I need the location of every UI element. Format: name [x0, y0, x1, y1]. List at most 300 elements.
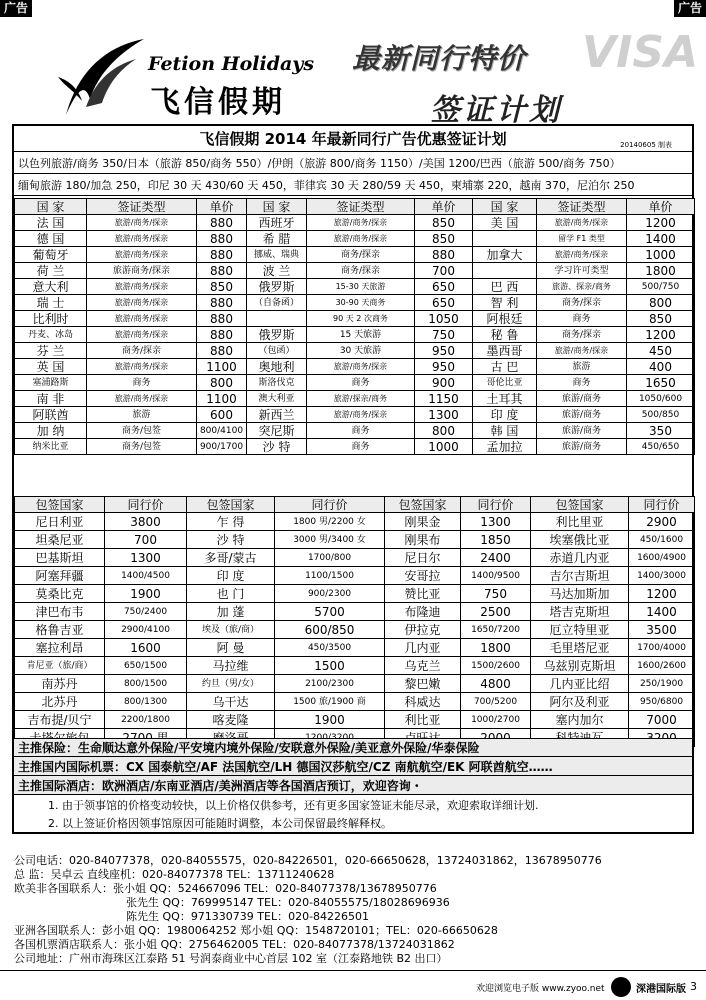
page-number: 3: [690, 980, 697, 993]
col3-cell: 留学 F1 类型: [537, 231, 627, 247]
col3-cell: 旅游/商务: [537, 423, 627, 439]
package-header-cell: 同行价: [105, 497, 187, 513]
col2-cell: 挪威、瑞典: [247, 247, 307, 263]
col1-cell: 880: [197, 231, 247, 247]
col1-cell: 阿联酋: [15, 407, 87, 423]
col3-cell: 学习许可类型: [537, 263, 627, 279]
col1-cell: 旅游/商务/探亲: [87, 391, 197, 407]
col3-cell: [473, 263, 537, 279]
col2-cell: 俄罗斯: [247, 327, 307, 343]
package-cell: 塞内加尔: [531, 711, 629, 729]
package-cell: 阿 曼: [187, 639, 275, 657]
package-cell: 利比里亚: [531, 513, 629, 531]
col2-cell: 850: [415, 231, 473, 247]
table-row: [15, 639, 695, 657]
col3-cell: 850: [627, 311, 695, 327]
visa-watermark: VISA: [582, 27, 699, 78]
col3-cell: 古 巴: [473, 359, 537, 375]
package-cell: 坦桑尼亚: [15, 531, 105, 549]
brand-english: Fetion Holidays: [148, 53, 315, 75]
footer: [0, 970, 706, 1000]
table-row: [15, 675, 695, 693]
package-cell: 2500: [461, 603, 531, 621]
swallow-logo-icon: [56, 37, 146, 119]
package-cell: 900/2300: [275, 585, 385, 603]
col2-cell: 突尼斯: [247, 423, 307, 439]
col1-cell: 旅游/商务/探亲: [87, 359, 197, 375]
col2-cell: 商务/探亲: [307, 247, 415, 263]
package-cell: 4800: [461, 675, 531, 693]
package-cell: 吉尔吉斯坦: [531, 567, 629, 585]
col1-cell: 旅游/商务/探亲: [87, 215, 197, 231]
package-header-cell: 包签国家: [187, 497, 275, 513]
col2-cell: 15-30 天旅游: [307, 279, 415, 295]
col3-cell: 1050/600: [627, 391, 695, 407]
col3-cell: 加拿大: [473, 247, 537, 263]
col3-cell: 350: [627, 423, 695, 439]
package-cell: 2200/1800: [105, 711, 187, 729]
col3-cell: 旅游: [537, 359, 627, 375]
package-cell: 2900: [629, 513, 695, 531]
col2-cell: （包函）: [247, 343, 307, 359]
col3-cell: 商务: [537, 375, 627, 391]
col2-cell: 700: [415, 263, 473, 279]
package-cell: 2400: [461, 549, 531, 567]
package-cell: 1700/800: [275, 549, 385, 567]
package-header-cell: 同行价: [629, 497, 695, 513]
visa-header-cell: 单价: [415, 199, 473, 215]
table-row: [15, 263, 695, 279]
col1-cell: 塞浦路斯: [15, 375, 87, 391]
visa-header-cell: 签证类型: [307, 199, 415, 215]
package-cell: 埃及（旅/商）: [187, 621, 275, 639]
table-row: [15, 391, 695, 407]
package-cell: 埃塞俄比亚: [531, 531, 629, 549]
package-cell: 伊拉克: [385, 621, 461, 639]
col1-cell: 880: [197, 215, 247, 231]
package-cell: 南苏丹: [15, 675, 105, 693]
col1-cell: 880: [197, 295, 247, 311]
table-row: [15, 359, 695, 375]
package-cell: 毛里塔尼亚: [531, 639, 629, 657]
package-cell: 几内亚比绍: [531, 675, 629, 693]
headline-2: 签证计划: [430, 93, 562, 128]
package-cell: 800/1300: [105, 693, 187, 711]
col2-cell: 90 天 2 次商务: [307, 311, 415, 327]
package-cell: 2900/4100: [105, 621, 187, 639]
visa-table: [14, 198, 695, 455]
package-cell: 赞比亚: [385, 585, 461, 603]
package-cell: 3800: [105, 513, 187, 531]
col2-cell: 750: [415, 327, 473, 343]
package-cell: 津巴布韦: [15, 603, 105, 621]
col1-cell: 商务/包签: [87, 439, 197, 455]
col2-cell: 850: [415, 215, 473, 231]
package-cell: 800/1500: [105, 675, 187, 693]
package-cell: 1900: [105, 585, 187, 603]
col1-cell: 旅游/商务/探亲: [87, 247, 197, 263]
package-cell: 600/850: [275, 621, 385, 639]
table-row: [15, 549, 695, 567]
package-cell: 沙 特: [187, 531, 275, 549]
package-cell: 刚果布: [385, 531, 461, 549]
table-row: [15, 327, 695, 343]
package-table: [14, 496, 695, 747]
table-row: [15, 343, 695, 359]
col1-cell: 英 国: [15, 359, 87, 375]
table-row: [15, 603, 695, 621]
table-row: [15, 407, 695, 423]
visa-header-cell: 国 家: [15, 199, 87, 215]
col1-cell: 旅游/商务/探亲: [87, 327, 197, 343]
package-cell: 布隆迪: [385, 603, 461, 621]
col1-cell: 商务/包签: [87, 423, 197, 439]
col3-cell: 1200: [627, 327, 695, 343]
col3-cell: 印 度: [473, 407, 537, 423]
footer-edition: 深港国际版: [636, 984, 686, 995]
table-row: [15, 657, 695, 675]
col1-cell: 南 非: [15, 391, 87, 407]
package-cell: 1000/2700: [461, 711, 531, 729]
package-header-cell: 同行价: [275, 497, 385, 513]
col2-cell: 商务: [307, 423, 415, 439]
col3-cell: [473, 231, 537, 247]
package-cell: 乌干达: [187, 693, 275, 711]
col2-cell: 900: [415, 375, 473, 391]
package-cell: 尼日利亚: [15, 513, 105, 531]
price-board: [12, 124, 694, 834]
package-cell: 阿尔及利亚: [531, 693, 629, 711]
package-cell: 肯尼亚（旅/商）: [15, 657, 105, 675]
package-cell: 5700: [275, 603, 385, 621]
package-cell: 厄立特里亚: [531, 621, 629, 639]
col3-cell: 美 国: [473, 215, 537, 231]
package-cell: 加 蓬: [187, 603, 275, 621]
col1-cell: 意大利: [15, 279, 87, 295]
date-note: 20140605 制表: [620, 141, 672, 149]
col3-cell: 500/750: [627, 279, 695, 295]
company-phone: 公司电话：020-84077378，020-84055575，020-84226501，020-66650628，13724031862，13678950776: [14, 854, 602, 867]
col1-cell: 旅游/商务/探亲: [87, 295, 197, 311]
col2-cell: 15 天旅游: [307, 327, 415, 343]
table-row: [15, 423, 695, 439]
package-cell: 马达加斯加: [531, 585, 629, 603]
visa-header-cell: 国 家: [473, 199, 537, 215]
package-cell: 2100/2300: [275, 675, 385, 693]
table-row: [15, 711, 695, 729]
package-header-cell: 包签国家: [531, 497, 629, 513]
col1-cell: 荷 兰: [15, 263, 87, 279]
table-row: [15, 311, 695, 327]
note-2: 2. 以上签证价格因领事馆原因可能随时调整，本公司保留最终解释权。: [48, 817, 392, 830]
package-cell: 安哥拉: [385, 567, 461, 585]
col2-cell: 奥地利: [247, 359, 307, 375]
package-cell: 塞拉利昂: [15, 639, 105, 657]
ad-label-right: 广告: [674, 0, 706, 17]
visa-header-cell: 签证类型: [537, 199, 627, 215]
package-cell: 250/1900: [629, 675, 695, 693]
col2-cell: 旅游/商务/探亲: [307, 359, 415, 375]
package-cell: 650/1500: [105, 657, 187, 675]
package-cell: 1500: [275, 657, 385, 675]
package-cell: 1400/9500: [461, 567, 531, 585]
package-cell: 1800 男/2200 女: [275, 513, 385, 531]
package-cell: 尼日尔: [385, 549, 461, 567]
col3-cell: 韩 国: [473, 423, 537, 439]
headline-1: 最新同行特价: [352, 42, 527, 75]
col3-cell: 旅游/商务: [537, 391, 627, 407]
col3-cell: 旅游/商务: [537, 407, 627, 423]
table-row: [15, 295, 695, 311]
table-row: [15, 375, 695, 391]
package-cell: 1300: [461, 513, 531, 531]
col2-cell: 30-90 天商务: [307, 295, 415, 311]
package-cell: 乍 得: [187, 513, 275, 531]
col2-cell: 950: [415, 343, 473, 359]
col1-cell: 纳米比亚: [15, 439, 87, 455]
col2-cell: 商务/探亲: [307, 263, 415, 279]
package-cell: 950/6800: [629, 693, 695, 711]
col3-cell: 秘 鲁: [473, 327, 537, 343]
col1-cell: 葡萄牙: [15, 247, 87, 263]
col2-cell: 旅游/商务/探亲: [307, 215, 415, 231]
visa-header-cell: 国 家: [247, 199, 307, 215]
col3-cell: 旅游/商务/探亲: [537, 215, 627, 231]
col2-cell: 新西兰: [247, 407, 307, 423]
col1-cell: 旅游: [87, 407, 197, 423]
package-cell: 3500: [629, 621, 695, 639]
col2-cell: 950: [415, 359, 473, 375]
col2-cell: 800: [415, 423, 473, 439]
col1-cell: 880: [197, 263, 247, 279]
col2-cell: 西班牙: [247, 215, 307, 231]
col1-cell: 880: [197, 343, 247, 359]
euro-contact-3: 陈先生 QQ：971330739 TEL：020-84226501: [126, 910, 370, 923]
col2-cell: 旅游/商务/探亲: [307, 407, 415, 423]
visa-header-cell: 签证类型: [87, 199, 197, 215]
col3-cell: 商务/探亲: [537, 295, 627, 311]
col3-cell: 450: [627, 343, 695, 359]
col1-cell: 旅游/商务/探亲: [87, 231, 197, 247]
footer-site: 欢迎浏览电子版 www.zyoo.net: [476, 984, 605, 994]
col1-cell: 法 国: [15, 215, 87, 231]
col1-cell: 旅游/商务/探亲: [87, 311, 197, 327]
col3-cell: 哥伦比亚: [473, 375, 537, 391]
ad-label-left: 广告: [0, 0, 32, 17]
col1-cell: 商务/探亲: [87, 343, 197, 359]
col2-cell: 旅游/探亲/商务: [307, 391, 415, 407]
col3-cell: 智 利: [473, 295, 537, 311]
package-cell: 巴基斯坦: [15, 549, 105, 567]
package-cell: 1200: [629, 585, 695, 603]
col2-cell: 1300: [415, 407, 473, 423]
visa-header-cell: 单价: [627, 199, 695, 215]
package-cell: 约旦（男/女）: [187, 675, 275, 693]
package-cell: 塔吉克斯坦: [531, 603, 629, 621]
col1-cell: 800/4100: [197, 423, 247, 439]
col2-cell: 30 天旅游: [307, 343, 415, 359]
package-cell: 450/1600: [629, 531, 695, 549]
col3-cell: 商务: [537, 311, 627, 327]
package-cell: 1600/2600: [629, 657, 695, 675]
col2-cell: 旅游/商务/探亲: [307, 231, 415, 247]
package-cell: 750/2400: [105, 603, 187, 621]
table-row: [15, 513, 695, 531]
package-header-cell: 包签国家: [15, 497, 105, 513]
col2-cell: 1150: [415, 391, 473, 407]
table-row: [15, 585, 695, 603]
col1-cell: 880: [197, 327, 247, 343]
package-cell: 乌克兰: [385, 657, 461, 675]
table-row: [15, 439, 695, 455]
col3-cell: 旅游、探亲/商务: [537, 279, 627, 295]
col1-cell: 900/1700: [197, 439, 247, 455]
package-cell: 1800: [461, 639, 531, 657]
col3-cell: 1800: [627, 263, 695, 279]
package-cell: 刚果金: [385, 513, 461, 531]
brand-chinese: 飞信假期: [150, 85, 286, 120]
package-cell: 1400/3000: [629, 567, 695, 585]
col2-cell: 俄罗斯: [247, 279, 307, 295]
col1-cell: 旅游商务/探亲: [87, 263, 197, 279]
col3-cell: 1000: [627, 247, 695, 263]
package-cell: 1100/1500: [275, 567, 385, 585]
package-cell: 莫桑比克: [15, 585, 105, 603]
director-contact: 总 监：吴卓云 直线座机：020-84077378 TEL：13711240628: [14, 868, 335, 881]
col2-cell: 650: [415, 279, 473, 295]
col1-cell: 600: [197, 407, 247, 423]
package-cell: 也 门: [187, 585, 275, 603]
col1-cell: 丹麦、冰岛: [15, 327, 87, 343]
euro-contact-1: 欧美非各国联系人：张小姐 QQ：524667096 TEL：020-84077378/13678950776: [14, 882, 437, 895]
package-header-cell: 包签国家: [385, 497, 461, 513]
package-cell: 科威达: [385, 693, 461, 711]
package-cell: 7000: [629, 711, 695, 729]
col1-cell: 880: [197, 311, 247, 327]
package-cell: 赤道几内亚: [531, 549, 629, 567]
table-row: [15, 231, 695, 247]
table-row: [15, 279, 695, 295]
col3-cell: 400: [627, 359, 695, 375]
package-cell: 1850: [461, 531, 531, 549]
package-cell: 1650/7200: [461, 621, 531, 639]
col3-cell: 450/650: [627, 439, 695, 455]
package-cell: 1400/4500: [105, 567, 187, 585]
company-address: 公司地址：广州市海珠区江泰路 51 号润泰商业中心首层 102 室（江泰路地铁 B2 出口）: [14, 952, 448, 965]
package-cell: 利比亚: [385, 711, 461, 729]
promo-flights: 主推国内国际机票：CX 国泰航空/AF 法国航空/LH 德国汉莎航空/CZ 南航航空/EK 阿联酋航空……: [14, 757, 692, 776]
package-cell: 3000 男/3400 女: [275, 531, 385, 549]
package-header-row: [15, 497, 695, 513]
ticket-hotel-contact: 各国机票酒店联系人：张小姐 QQ：2756462005 TEL：020-84077378/13724031862: [14, 938, 455, 951]
col3-cell: 商务/探亲: [537, 327, 627, 343]
package-cell: 印 度: [187, 567, 275, 585]
package-cell: 450/3500: [275, 639, 385, 657]
col3-cell: 土耳其: [473, 391, 537, 407]
col3-cell: 阿根廷: [473, 311, 537, 327]
col2-cell: 希 腊: [247, 231, 307, 247]
package-header-cell: 同行价: [461, 497, 531, 513]
package-cell: 黎巴嫩: [385, 675, 461, 693]
col1-cell: 德 国: [15, 231, 87, 247]
col3-cell: 孟加拉: [473, 439, 537, 455]
package-cell: 1700/4000: [629, 639, 695, 657]
col3-cell: 旅游/商务: [537, 439, 627, 455]
col2-cell: 波 兰: [247, 263, 307, 279]
summary-line-a: 以色列旅游/商务 350/日本（旅游 850/商务 550）/伊朗（旅游 800/商务 1150）/美国 1200/巴西（旅游 500/商务 750）: [14, 152, 692, 174]
board-title: [14, 126, 692, 152]
col2-cell: 商务: [307, 439, 415, 455]
package-cell: 喀麦隆: [187, 711, 275, 729]
col3-cell: 墨西哥: [473, 343, 537, 359]
package-cell: 700: [105, 531, 187, 549]
package-cell: 多哥/蒙古: [187, 549, 275, 567]
package-cell: 1500 旅/1900 商: [275, 693, 385, 711]
col3-cell: 旅游/商务/探亲: [537, 247, 627, 263]
package-cell: 1400: [629, 603, 695, 621]
visa-header-cell: 单价: [197, 199, 247, 215]
col1-cell: 800: [197, 375, 247, 391]
visa-header-row: [15, 199, 695, 215]
col3-cell: 800: [627, 295, 695, 311]
footer-logo-icon: [611, 977, 631, 997]
col1-cell: 瑞 士: [15, 295, 87, 311]
col2-cell: 1050: [415, 311, 473, 327]
package-cell: 几内亚: [385, 639, 461, 657]
asia-contact: 亚洲各国联系人：彭小姐 QQ：1980064252 郑小姐 QQ：1548720101；TEL：020-66650628: [14, 924, 498, 937]
col1-cell: 芬 兰: [15, 343, 87, 359]
col1-cell: 加 纳: [15, 423, 87, 439]
col1-cell: 880: [197, 247, 247, 263]
summary-line-b: 缅甸旅游 180/加急 250，印尼 30 天 430/60 天 450，菲律宾 30 天 280/59 天 450，柬埔寨 220，越南 370，尼泊尔 250: [14, 174, 692, 196]
table-row: [15, 247, 695, 263]
package-cell: 乌兹别克斯坦: [531, 657, 629, 675]
package-cell: 阿塞拜疆: [15, 567, 105, 585]
col2-cell: 斯洛伐克: [247, 375, 307, 391]
col3-cell: 1650: [627, 375, 695, 391]
col3-cell: 1400: [627, 231, 695, 247]
col2-cell: [247, 311, 307, 327]
package-cell: 1900: [275, 711, 385, 729]
table-row: [15, 567, 695, 585]
col1-cell: 旅游/商务/探亲: [87, 279, 197, 295]
package-cell: 750: [461, 585, 531, 603]
col3-cell: 巴 西: [473, 279, 537, 295]
package-cell: 格鲁吉亚: [15, 621, 105, 639]
package-cell: 1300: [105, 549, 187, 567]
col2-cell: 沙 特: [247, 439, 307, 455]
promo-hotels: 主推国际酒店：欧洲酒店/东南亚酒店/美洲酒店等各国酒店预订，欢迎咨询・: [14, 776, 692, 795]
euro-contact-2: 张先生 QQ：769995147 TEL：020-84055575/18028696936: [126, 896, 450, 909]
col3-cell: 1200: [627, 215, 695, 231]
package-cell: 1500/2600: [461, 657, 531, 675]
col2-cell: 880: [415, 247, 473, 263]
col1-cell: 850: [197, 279, 247, 295]
table-row: [15, 531, 695, 549]
table-row: [15, 693, 695, 711]
header: [0, 15, 706, 128]
col2-cell: 650: [415, 295, 473, 311]
col2-cell: 澳大利亚: [247, 391, 307, 407]
table-row: [15, 215, 695, 231]
contact-info: [14, 854, 704, 966]
note-1: 1. 由于领事馆的价格变动较快，以上价格仅供参考，还有更多国家签证未能尽录，欢迎索取详细计划.: [48, 799, 539, 812]
package-cell: 1600: [105, 639, 187, 657]
package-cell: 吉布提/贝宁: [15, 711, 105, 729]
promo-insurance: 主推保险：生命顺达意外保险/平安境内境外保险/安联意外保险/美亚意外保险/华泰保险: [14, 738, 692, 757]
col1-cell: 1100: [197, 391, 247, 407]
col1-cell: 商务: [87, 375, 197, 391]
